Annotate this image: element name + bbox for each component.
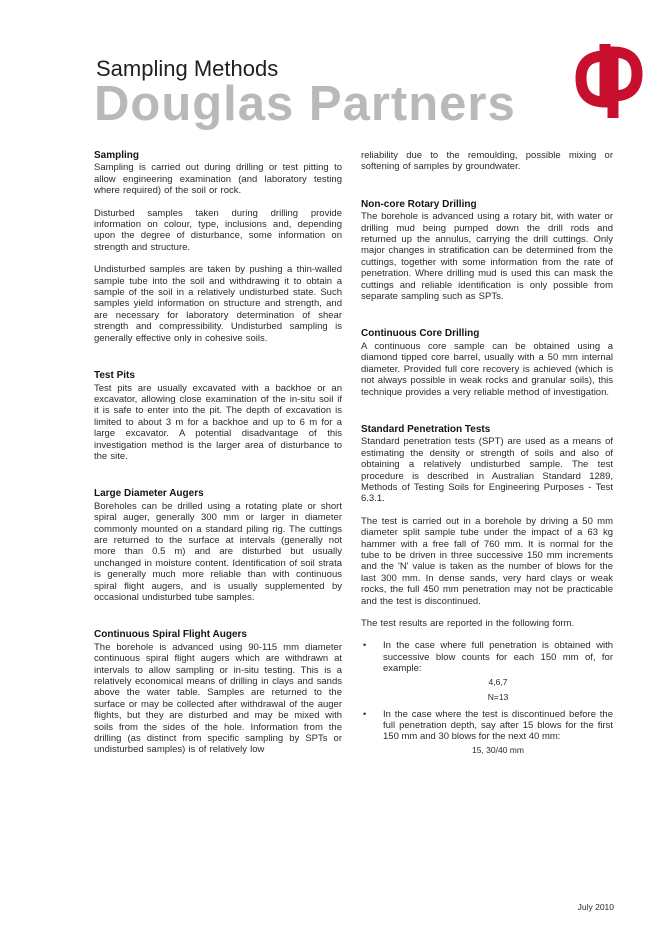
section: [361, 424, 613, 756]
paragraph: Disturbed samples taken during drilling provide information on colour, type, inclusions and, depending upon the degree of disturbance, some information on strength and structure.: [94, 207, 342, 253]
section-heading: Continuous Core Drilling: [361, 328, 480, 340]
list-item: [361, 709, 613, 756]
logo-right-bowl: [613, 52, 637, 118]
paragraph: Standard penetration tests (SPT) are used as a means of estimating the density or strength of soils and also of obtaining a relatively undisturbed sample. The test procedure is described in Australian Standard 1289, Methods of Testing Soils for Engineering Purposes - Test 6.3.1.: [361, 436, 613, 505]
section: [361, 199, 613, 303]
section-heading: Sampling: [94, 150, 140, 161]
bullet-icon: •: [363, 708, 367, 719]
section: [361, 150, 613, 173]
paragraph: The borehole is advanced using a rotary bit, with water or drilling mud being pumped down the drill rods and returned up the annulus, carrying the drill cuttings. Only major changes in stratification can be determined from the cuttings, together with some information from the rate of penetration. Where drilling mud is used this can mask the cuttings and reliable identification is only possible from separate sampling such as SPTs.: [361, 211, 613, 303]
paragraph: Sampling is carried out during drilling or test pitting to allow engineering examination (and laboratory testing where required) of the soil or rock.: [94, 162, 342, 197]
bullet-list: [361, 640, 613, 755]
section-heading: Test Pits: [94, 370, 135, 382]
company-logo: [571, 34, 647, 118]
header-subtitle: Sampling Methods: [96, 56, 279, 81]
section-heading: Continuous Spiral Flight Augers: [94, 629, 247, 641]
right-column: [361, 150, 613, 762]
paragraph: Boreholes can be drilled using a rotating plate or short spiral auger, generally 300 mm or larger in diameter commonly mounted on a standard piling rig. The cuttings are returned to the surface at intervals (generally not more than 0.5 m) and are disturbed but usually unchanged in moisture content. Identification of soil strata is generally much more reliable than with continuous spiral flight augers, and is usually supplemented by occasional undisturbed tube samples.: [94, 500, 342, 603]
list-item-text: In the case where the test is discontinued before the full penetration depth, say after 15 blows for the first 150 mm and 30 blows for the next 40 mm:: [383, 708, 613, 743]
paragraph: The test results are reported in the following form.: [361, 618, 575, 629]
test-result-formula: N=13: [487, 691, 509, 702]
test-result-formula: 15, 30/40 mm: [472, 744, 524, 755]
paragraph: reliability due to the remoulding, possible mixing or softening of samples by groundwater.: [361, 150, 613, 173]
list-item-text: In the case where full penetration is obtained with successive blow counts for each 150 mm of, for example:: [383, 640, 613, 675]
paragraph: Undisturbed samples are taken by pushing a thin-walled sample tube into the soil and withdrawing it to obtain a sample of the soil in a relatively undisturbed state. Such samples yield information on structure and strength, and are necessary for laboratory determination of shear strength and compressibility. Undisturbed sampling is generally effective only in cohesive soils.: [94, 264, 342, 344]
paragraph: Test pits are usually excavated with a backhoe or an excavator, allowing close examination of the in-situ soil if it is safe to enter into the pit. The depth of excavation is limited to about 3 m for a backhoe and up to 6 m for a large excavator. A potential disadvantage of this investigation method is the larger area of disturbance to the site.: [94, 382, 342, 462]
section: [94, 488, 342, 603]
brand-wordmark: Douglas Partners: [94, 77, 516, 131]
section-heading: Standard Penetration Tests: [361, 423, 491, 435]
page-footer: July 2010: [577, 902, 614, 912]
left-column: [94, 150, 342, 767]
section: [94, 370, 342, 462]
paragraph: A continuous core sample can be obtained using a diamond tipped core barrel, usually with a 50 mm internal diameter. Provided full core recovery is achieved (which is not always possible in weak rocks and granular soils), this technique provides a very reliable method of investigation.: [361, 340, 613, 398]
section: [94, 150, 342, 344]
logo-left-bowl: [581, 44, 605, 102]
paragraph: The borehole is advanced using 90-115 mm diameter continuous spiral flight augers which are withdrawn at intervals to allow sampling or in-situ testing. This is a relatively economical means of drilling in clays and sands above the water table. Samples are returned to the surface or may be collected after withdrawal of the auger flights, but they are disturbed and may be mixed with soils from the sides of the hole. Information from the drilling (as distinct from specific sampling by SPTs or undisturbed samples) is of relatively low: [94, 641, 342, 756]
test-result-formula: 4,6,7: [488, 676, 508, 687]
section-heading: Large Diameter Augers: [94, 488, 204, 500]
bullet-icon: •: [363, 640, 367, 651]
section: [361, 328, 613, 397]
paragraph: The test is carried out in a borehole by driving a 50 mm diameter split sample tube under the impact of a 63 kg hammer with a free fall of 760 mm. It is normal for the tube to be driven in three successive 150 mm increments and the 'N' value is taken as the number of blows for the last 300 mm. In dense sands, very hard clays or weak rocks, the full 450 mm penetration may not be practicable and the test is discontinued.: [361, 515, 613, 607]
list-item: [361, 640, 613, 702]
section-heading: Non-core Rotary Drilling: [361, 198, 477, 210]
section: [94, 629, 342, 755]
